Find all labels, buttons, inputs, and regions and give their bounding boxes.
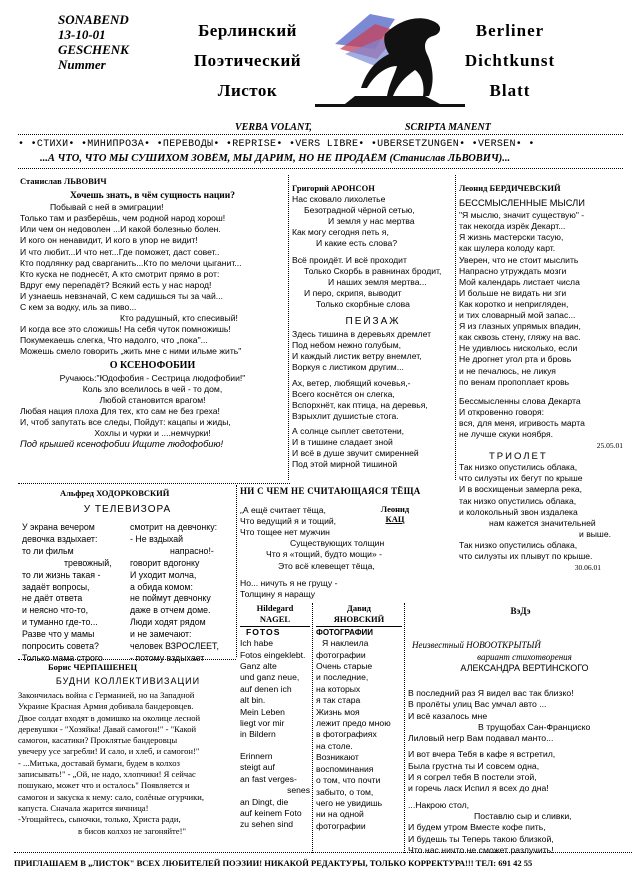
poem-line: Безотрадной чёрной сетью, (304, 205, 415, 216)
poem-line: Только мама строго (22, 652, 103, 663)
poem-title: ТРИОЛЕТ (489, 451, 548, 463)
genres-banner: • •СТИХИ• •МИНИПРОЗА• •ПЕРЕВОДЫ• •REPRISE• •VERS LIBRE• •ÜBERSETZUNGEN• •VERSEN• • (18, 139, 535, 150)
poem-line: и не замечают: (130, 629, 192, 640)
poem-line: zu sehen sind (240, 819, 294, 830)
poem-line: Так низко опустились облака, (459, 462, 578, 473)
poem-line: как шулера колоду карт. (459, 243, 556, 254)
poem-line: Под крышей ксенофобии Ищите людофобию! (20, 439, 224, 450)
poem-line: Кто куска не поднесёт, А кто смотрит прямо в рот: (20, 268, 220, 279)
poem-line: И каждый листик ветру внемлет, (292, 351, 422, 362)
masthead-line: Листок (217, 81, 278, 100)
masthead-russian (170, 16, 325, 106)
poem-line: Под этой мирной тишиной (292, 459, 398, 470)
poem-line: Fotos eingeklebt. (240, 649, 306, 660)
poem-line: и последние, (316, 672, 369, 683)
prose-cherpashenets (20, 662, 236, 689)
poem-line: фотографии (316, 820, 366, 831)
poem-line: в фотографиях (316, 729, 377, 740)
poem-line: Коль зло вселилось в чей - то дом, (82, 383, 223, 394)
poem-line: попросить совета? (22, 641, 99, 652)
author-name: Леонид БЕРДИЧЕВСКИЙ (459, 183, 561, 193)
poem-line: фотографии (316, 649, 366, 660)
poem-line: В трущобах Сан-Франциско (478, 721, 591, 732)
intro-line: вариант стихотворения (477, 651, 572, 662)
poem-line: лежит предо мною (316, 718, 391, 729)
poem-line: Побывай с ней в эмиграции! (50, 202, 164, 213)
poem-line: Напрасно утруждать мозги (459, 265, 567, 276)
poem-line: и выше. (579, 528, 611, 539)
poem-line: Под небом нежно голубым, (292, 340, 402, 351)
author-name: Станислав ЛЬВОВИЧ (20, 176, 107, 186)
poem-line: Уверен, что не стоит мыслить (459, 254, 579, 265)
poem-line: „А ещё считает тёща, (240, 505, 326, 516)
poem-line: чего не увидишь (316, 797, 383, 808)
poem-line: воспоминания (316, 763, 374, 774)
poem-line: говорит вдогонку (130, 557, 200, 568)
poem-line: Я наклеила (322, 638, 369, 649)
masthead-line: Blatt (489, 81, 531, 100)
issue-line: GESCHENK (58, 42, 129, 57)
poem-line: Любой становится врагом! (99, 394, 206, 405)
poem-line: не поймут девчонку (130, 593, 211, 604)
prose-line: Двое солдат входят в домишко на околице лесной (18, 712, 201, 723)
poem-line: что силуэты их плывут по крыше. (459, 551, 593, 561)
poem-line: так низко опустились облака, (459, 495, 577, 506)
poem-line: Воркуя с листиком другим... (292, 362, 404, 373)
poem-line: Разве что у мамы (22, 629, 95, 640)
poem-line: Хохлы и чурки и ....немчурки! (94, 428, 211, 439)
poem-line: задаёт вопросы, (22, 581, 90, 592)
prose-line: Украине Красная Армия добивала бандеровцев. (18, 701, 194, 712)
poem-line: И больше не видать ни зги (459, 287, 567, 298)
poem-line: И в восхищеньи замерла река, (459, 484, 583, 495)
poem-line: Я жизнь мастерски тасую, (459, 232, 564, 243)
poem-line: а обида комом: (130, 581, 193, 592)
prose-line: самогон и закуска к нему: сало, солёные огурчики, (18, 791, 205, 802)
poem-line: И вот вчера Тебя в кафе я встретил, (408, 749, 556, 760)
poem-line: Кто радушный, кто спесивый! (120, 313, 238, 324)
poem-line: даже в отчем доме. (130, 605, 211, 616)
poem-line: Ах, ветер, любящий кочевья,- (292, 377, 411, 388)
poem-line: как сквозь стену, гляжу на вас. (459, 332, 581, 343)
poem-line: Поставлю сыр и сливки, (474, 810, 572, 821)
issue-info (58, 12, 168, 72)
poem-title: ФОТОГРАФИИ (316, 627, 374, 637)
issue-line: 13-10-01 (58, 27, 106, 42)
poem-line: Или чем он недоволен ...И какой болезнью болен. (20, 224, 221, 235)
poem-line: Вспорхнёт, как птица, на деревья, (292, 399, 428, 410)
poem-line: Что тощее нет мужчин (240, 527, 330, 538)
poem-vertinsky (408, 606, 633, 617)
poem-line: Mein Leben (240, 706, 285, 717)
poem-title: БЕССМЫСЛЕННЫЕ МЫСЛИ (459, 198, 585, 209)
poem-line: И я согрел тебя В постели этой, (408, 772, 537, 783)
poem-line: Покумекаешь слегка, Что надолго, что „пока"... (20, 335, 208, 346)
poem-line: И будешь ты Теперь такою близкой, (408, 833, 554, 844)
poem-line: Ручаюсь:"Юдофобия - Сестрица людофобии!" (59, 372, 246, 383)
poem-line: Всего коснётся он слегка, (292, 388, 395, 399)
poem-line: И откровенно говоря: (459, 406, 545, 417)
masthead-line: Berliner (475, 21, 545, 40)
poem-line: Вдруг ему перепадёт? Всякий есть у нас народ! (20, 279, 212, 290)
poem-line: И всё казалось мне (408, 710, 488, 721)
footer-invitation: ПРИГЛАШАЕМ В „ЛИСТОК" ВСЕХ ЛЮБИТЕЛЕЙ ПОЭЗИИ! НИКАКОЙ РЕДАКТУРЫ, ТОЛЬКО КОРРЕКТУРА!!! ТЕЛ: 691 42 55 (14, 858, 533, 868)
divider (14, 852, 632, 853)
poem-line: и туманно где-то... (22, 617, 98, 628)
prose-line: записывать!" - „Ой, не надо, хлопчики! Я сейчас (18, 769, 196, 780)
poem-line: liegt vor mir (240, 718, 285, 729)
poem-title: Хочешь знать, в чём сущность нации? (70, 191, 235, 202)
poem-line: Бессмысленны слова Декарта (459, 395, 581, 406)
poem-line: Существующих толщин (290, 538, 385, 549)
poem-line: Но... ничуть я не грущу - (240, 577, 338, 588)
poem-line: in Bildern (240, 729, 276, 740)
prose-line: Закончилась война с Германией, но на Западной (18, 690, 195, 700)
poem-line: Возникают (316, 752, 359, 763)
poem-line: Жизнь моя (316, 706, 360, 717)
column-divider (312, 603, 313, 853)
poem-khodorkovsky (20, 488, 235, 518)
poem-line: И, чтоб запутать все следы, Пойдут: кацапы и жиды, (20, 416, 231, 427)
poem-line: И будем утром Вместе кофе пить, (408, 822, 546, 833)
prose-line: увечеру усе загребли! И сало, и хлеб, и самогон!" (18, 746, 200, 757)
column-divider (288, 175, 289, 480)
author-name: Борис ЧЕРПАШЕНЕЦ (48, 662, 138, 672)
poem-line: alt bin. (240, 695, 266, 706)
poem-line: an fast verges- (240, 773, 297, 784)
poem-line: я так стара (316, 695, 361, 706)
poem-line: Это всё клевещет тёща, (278, 560, 375, 571)
prose-line: деревушки - "Хозяйка! Давай самогон!" - "Какой (18, 723, 197, 734)
poem-line: Что я «тощий, будто мощи» - (266, 549, 382, 560)
prose-body (18, 690, 310, 837)
poem-line: на столе. (316, 740, 353, 751)
poem-line: не даёт ответа (22, 593, 83, 604)
poem-line: И что любит...И что нет...Где поможет, даст совет.. (20, 246, 220, 257)
poem-line: и тих словарный мой запас... (459, 310, 576, 321)
slogan: ...А ЧТО, ЧТО МЫ СУШИХОМ ЗОВЁМ, МЫ ДАРИМ, НО НЕ ПРОДАЁМ (Станислав ЛЬВОВИЧ)... (40, 153, 511, 164)
date-label: 25.05.01 (596, 441, 623, 451)
poem-line: нам кажется значительней (489, 517, 596, 528)
prose-line: -Угощайтесь, сыночки, только, Христа ради, (18, 814, 181, 825)
poem-line: девочка вздыхает: (22, 533, 98, 544)
poem-line: человек ВЗРОСЛЕЕТ, (130, 641, 219, 652)
column-divider (404, 603, 405, 853)
poem-line: Любая нация плоха Для тех, кто сам не без греха! (20, 405, 220, 416)
poem-line: Взрыхлит душистые стога. (292, 410, 399, 421)
poem-line: Ich habe (240, 638, 273, 649)
poem-line: И какие есть слова? (316, 238, 398, 249)
poem-line: на которых (316, 683, 361, 694)
poem-aronson (292, 183, 454, 470)
poem-line: В пролёты улиц Вас умчал авто ... (408, 699, 547, 710)
poem-line: И земля у нас мертва (328, 216, 415, 227)
poem-line: Люди ходят рядом (130, 617, 206, 628)
poem-line: steigt auf (240, 762, 275, 773)
poem-line: auf keinem Foto (240, 807, 302, 818)
poem-line: - потому вздыхает (130, 652, 205, 663)
author-name: Григорий АРОНСОН (292, 183, 375, 193)
poem-line: an Dingt, die (240, 796, 289, 807)
poem-line: забыто, о том, (316, 786, 374, 797)
poem-line: смотрит на девчонку: (130, 522, 218, 532)
poem-line: так некогда изрёк Декарт... (459, 221, 566, 232)
poem-line: Ganz alte (240, 661, 277, 672)
author-katz (370, 504, 420, 524)
motto-scripta: SCRIPTA MANENT (405, 122, 491, 133)
poem-line: и не печалюсь, не ликуя (459, 365, 556, 376)
poem-line: senes (287, 785, 310, 796)
poem-line: Можешь смело говорить „жить мне с ними ильме жить" (20, 346, 242, 357)
poem-title: ПЕЙЗАЖ (345, 316, 401, 328)
poem-line: А солнце сыплет светотени, (292, 425, 405, 436)
poem-line: Так низко опустились облака, (459, 539, 578, 550)
poem-line: auf denen ich (240, 683, 292, 694)
poem-line: "Я мыслю, значит существую" - (459, 210, 585, 221)
poem-line: Только там и разберёшь, чем родной народ хорош! (20, 213, 226, 224)
poem-line: Как могу сегодня петь я, (292, 227, 389, 238)
date-label: 30.06.01 (574, 563, 601, 573)
poem-line: И когда все это сложишь! На себя чуток помножишь! (20, 324, 231, 335)
intro-line: АЛЕКСАНДРА ВЕРТИНСКОГО (460, 663, 589, 673)
masthead-line: Берлинский (198, 21, 297, 40)
prose-line: - ...Митька, доставай бумаги, будем в колхоз (18, 757, 180, 768)
poem-line: И уходит молча, (130, 569, 197, 580)
author-name: Альфред ХОДОРКОВСКИЙ (60, 488, 170, 498)
poem-line: Толщину я наращу (240, 588, 316, 599)
motto-verba: VERBA VOLANT, (235, 122, 312, 133)
author-last-name: ЯНОВСКИЙ (316, 614, 402, 626)
poem-line: Лиловый негр Вам подавал манто... (408, 733, 554, 744)
poem-line: ...Накрою стол, (408, 799, 470, 810)
poem-line: Была грустна ты И совсем одна, (408, 760, 540, 771)
divider (18, 168, 623, 169)
poem-line: Erinnern (240, 750, 273, 761)
author-last-name: КАЦ (385, 514, 405, 524)
poem-line: И узнаешь невзначай, С кем садишься ты за чай... (20, 290, 223, 301)
poem-line: Только Скорбь в равнинах бродит, (304, 265, 442, 276)
poem-line: и неясно что-то, (22, 605, 89, 616)
poem-line: Не дрогнет угол рта и бровь (459, 354, 572, 365)
poem-lvovich (20, 176, 285, 450)
poem-line: И наших земля мертва... (328, 276, 427, 287)
poem-line: по венам пропоплает кровь (459, 376, 570, 387)
poem-line: Не удивлюсь нисколько, если (459, 343, 578, 354)
poem-line: И всё в душе звучит смиренней (292, 448, 419, 459)
poem-line: Очень старые (316, 661, 373, 672)
poem-line: тревожный, (64, 557, 112, 568)
poem-line: Нас сковало лихолетье (292, 194, 386, 205)
poem-line: Что ведущий я и тощий, (240, 516, 337, 527)
vertinsky-intro (412, 640, 637, 675)
stanza-break (459, 388, 631, 396)
intro-line: Неизвестный НОВООТКРЫТЫЙ (412, 640, 541, 650)
poem-line: и колокольный звон издалека (459, 506, 578, 517)
poem-line: und ganz neue, (240, 672, 300, 683)
poem-line: вся, для меня, игривость марта (459, 417, 585, 428)
poem-column-left (22, 522, 128, 665)
author-first-name: Леонид (380, 504, 410, 514)
prose-line: капуста. Сначала жарится яичница! (18, 802, 149, 813)
divider (18, 483, 290, 484)
poem-title: НИ С ЧЕМ НЕ СЧИТАЮЩАЯСЯ ТЁЩА (240, 486, 421, 496)
poem-line: Здесь тишина в деревьях дремлет (292, 329, 432, 340)
poem-line: Я из глазных упрямых впадин, (459, 321, 581, 332)
poem-line: И перо, скрипя, выводит (304, 287, 402, 298)
poem-line: С кем за водку, иль за пиво... (20, 302, 137, 313)
poem-line: Мой календарь листает числа (459, 276, 580, 287)
prose-line: пошукаю, может что и осталось" Появляется и (18, 780, 190, 791)
author-first-name: Давид (347, 603, 371, 613)
column-divider (236, 485, 237, 657)
issue-line: SONABEND (58, 12, 129, 27)
poem-line: о том, что почти (316, 775, 381, 786)
poem-column-right (130, 522, 236, 665)
poem-subtitle: О КСЕНОФОБИИ (109, 359, 196, 371)
poem-line: ни на одной (316, 809, 364, 820)
poem-line: то ли жизнь такая - (22, 569, 101, 580)
divider (18, 659, 236, 660)
prose-title: БУДНИ КОЛЛЕКТИВИЗАЦИИ (55, 676, 201, 686)
poem-title: FOTOS (246, 626, 281, 637)
column-divider (455, 175, 456, 480)
poem-line: и горечь ласк Испил я всех до дна! (408, 783, 549, 794)
divider (18, 134, 623, 135)
poem-title: У ТЕЛЕВИЗОРА (83, 504, 172, 516)
poem-line: Только скорбные слова (316, 298, 410, 309)
poem-line: И кого он ненавидит, И кого в упор не видит! (20, 235, 198, 246)
author-name: ВэДэ (510, 606, 531, 616)
poem-line: - Не вздыхай (130, 533, 184, 544)
poem-line: Всё проидёт. И всё проходит (292, 254, 407, 265)
poem-line: Как коротко и непригляден, (459, 298, 569, 309)
masthead-german (440, 16, 580, 106)
poem-line: Кто подлянку рад сварганить...Кто по мелочи цыганит... (20, 257, 242, 268)
author-last-name: NAGEL (240, 614, 310, 626)
masthead-line: Поэтический (193, 51, 302, 70)
masthead-line: Dichtkunst (464, 51, 556, 70)
issue-line: Nummer (58, 57, 106, 72)
poem-line: У экрана вечером (22, 522, 95, 532)
poem-line: Что нас ничто не сможет разлучить! (408, 844, 554, 855)
poem-line: В последний раз Я видел вас так близко! (408, 688, 574, 698)
poem-line: И в тишине сладает зной (292, 436, 393, 447)
poem-line: что силуэты их бегут по крыше (459, 473, 583, 484)
prose-line: самогон, касатики? Проклятые бандеровцы (18, 735, 178, 746)
poem-yanovsky (316, 603, 402, 832)
poem-line: не лучше скуки ноября. (459, 428, 553, 439)
poem-line: то ли фильм (22, 545, 74, 556)
vertinsky-poem-body (408, 688, 634, 856)
poem-berdichevsky (459, 183, 631, 573)
author-first-name: Hildegard (256, 603, 294, 613)
prose-line: в бисов колхоз не загоняйте!" (78, 825, 186, 836)
poem-line: напрасно!- (170, 545, 214, 556)
